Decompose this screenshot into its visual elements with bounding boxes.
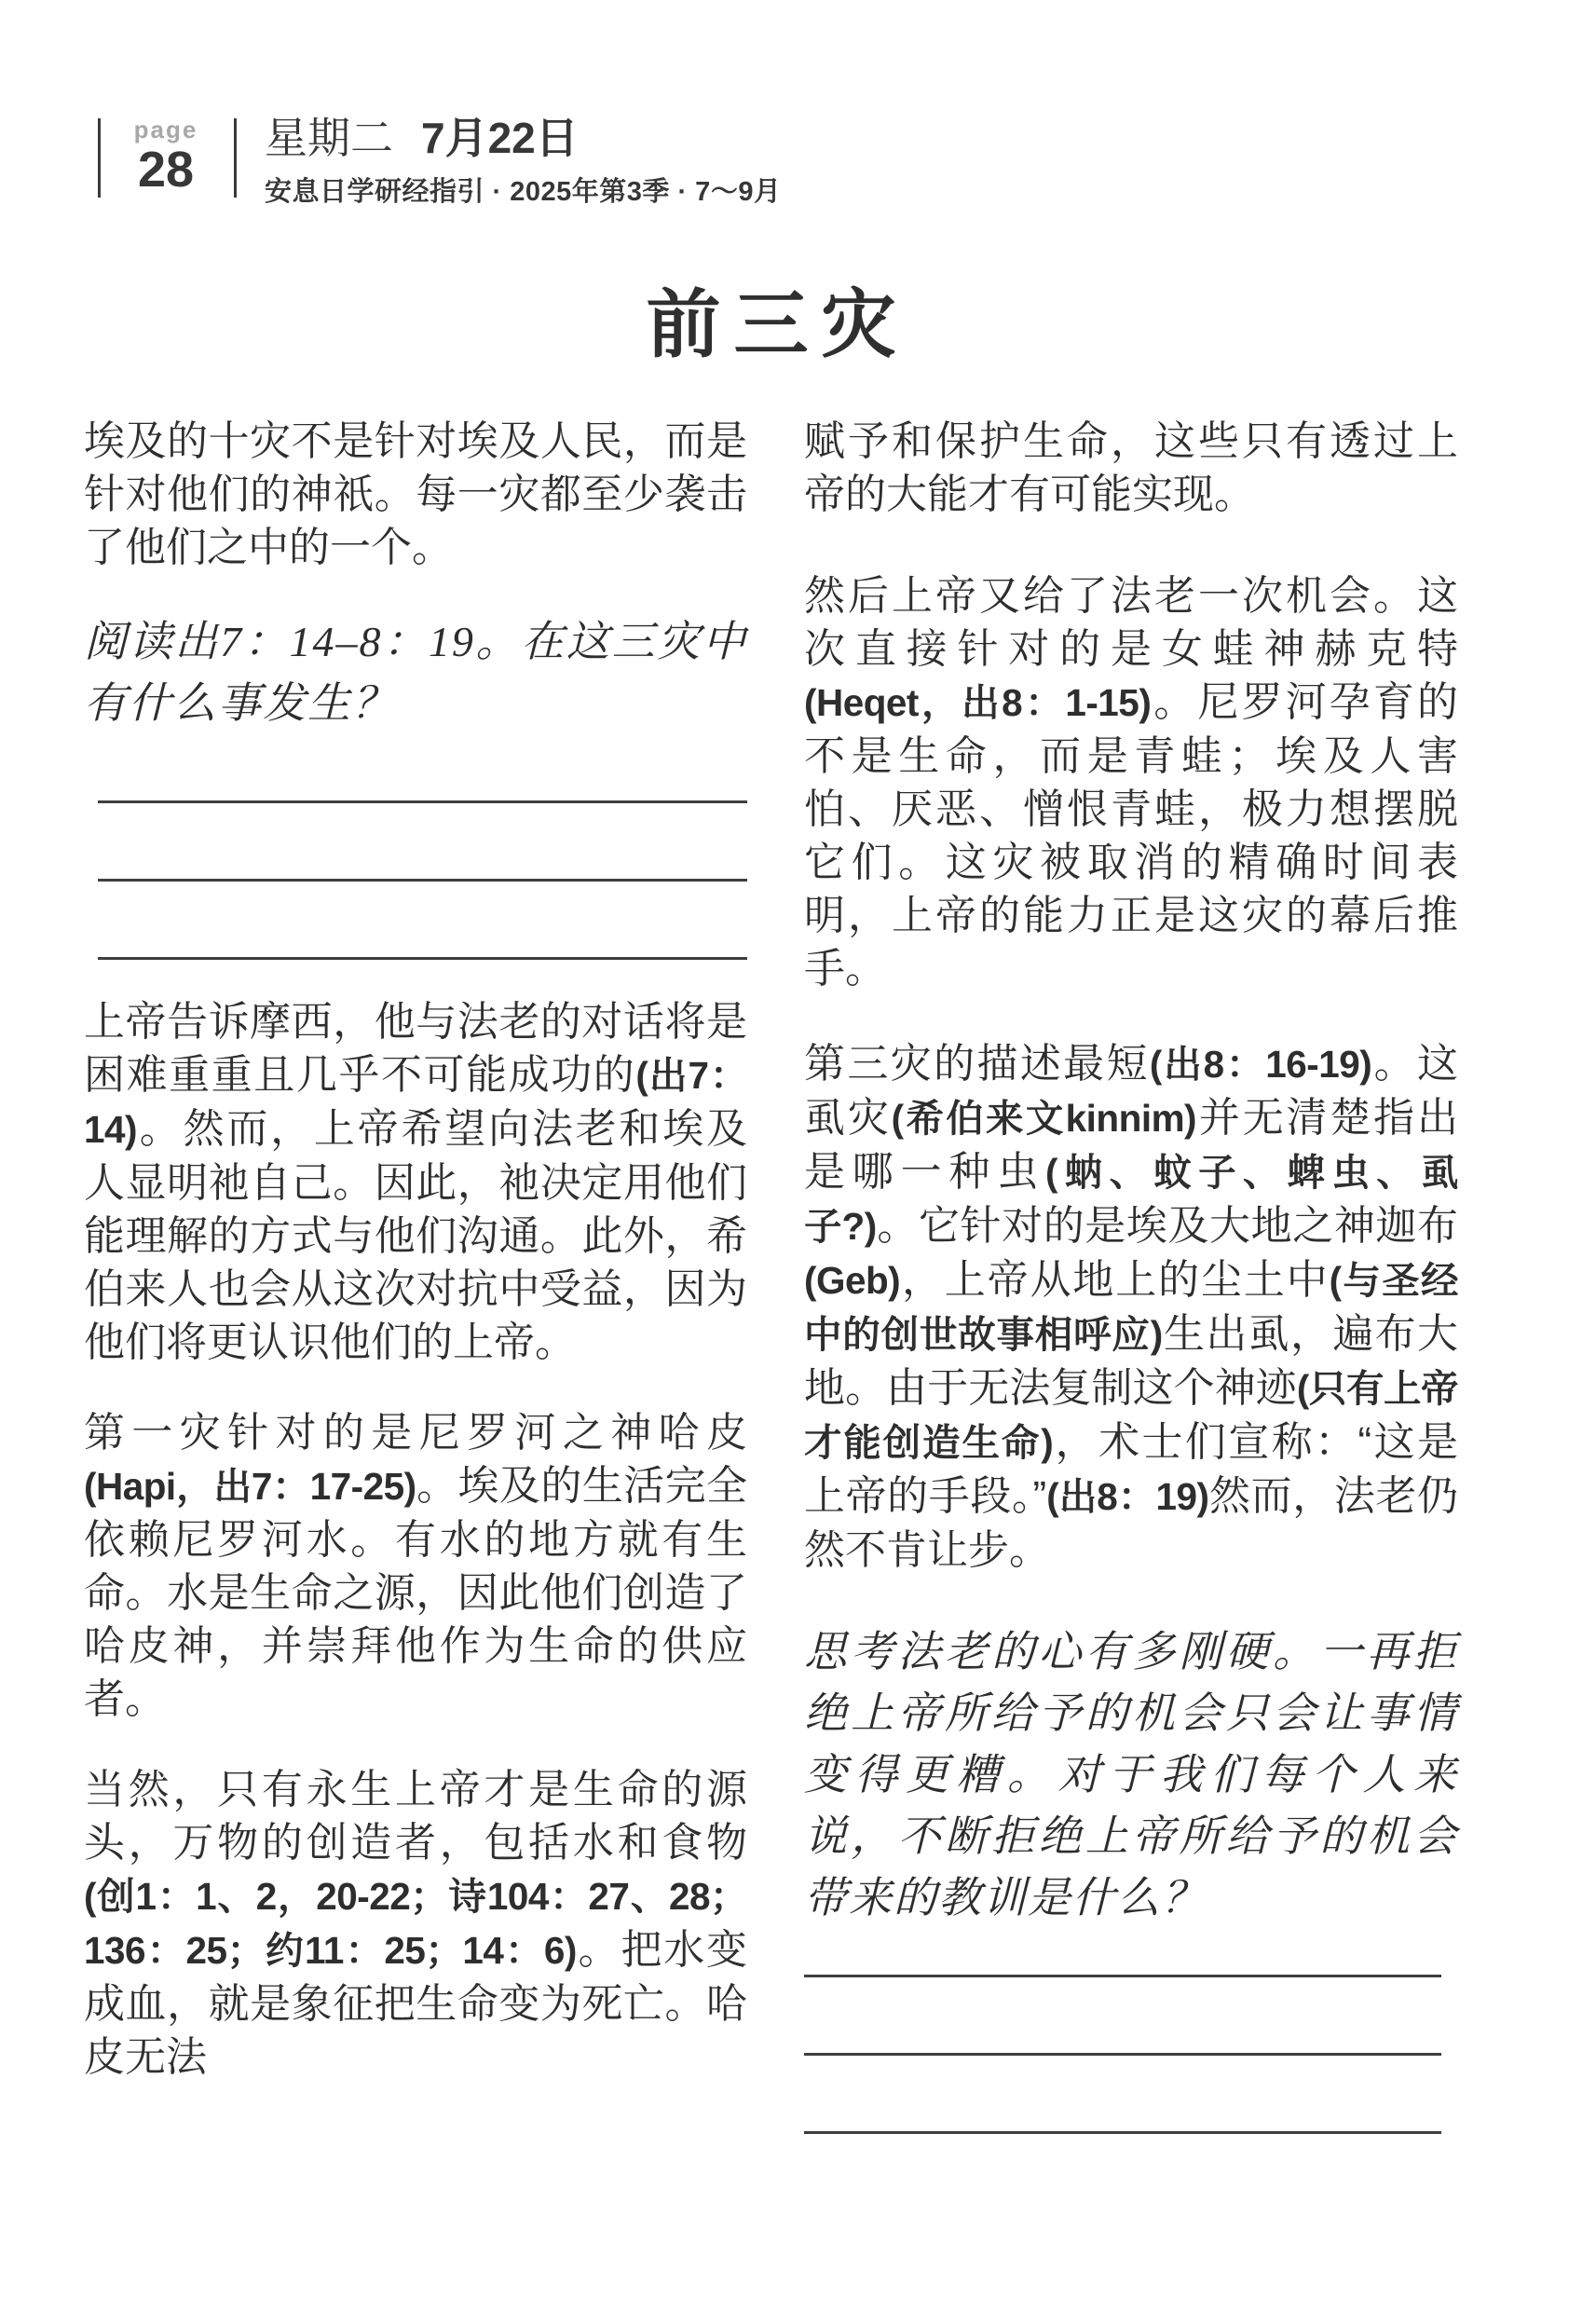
text-run: 第三灾的描述最短 — [804, 1041, 1150, 1087]
bible-ref: (创1：1、2，20-22；诗104：27、28；136：25；约11：25；14：6) — [84, 1875, 747, 1972]
text-run: 上帝告诉摩西，他与法老的对话将是困难重重且几乎不可能成功的 — [84, 999, 747, 1098]
page-label: page — [133, 116, 198, 144]
answer-line — [804, 1977, 1441, 2056]
weekday-label: 星期二 — [265, 114, 393, 162]
bible-ref: (蚋、蚊子、蜱虫、虱子?) — [804, 1151, 1459, 1248]
header-dateline — [265, 114, 781, 162]
answer-line — [804, 2056, 1441, 2134]
text-run: 赋予和保护生命，这些只有透过上帝的大能才有可能实现。 — [804, 418, 1458, 517]
bible-ref: (出8：19) — [1046, 1475, 1209, 1518]
paragraph — [804, 415, 1458, 521]
answer-line — [98, 725, 747, 803]
bible-ref: (与圣经中的创世故事相呼应) — [804, 1259, 1459, 1356]
text-run: 。它针对的是埃及大地之神迦布 — [876, 1203, 1459, 1249]
page-number-block — [119, 117, 212, 196]
text-run: 并无清楚指出是哪一种虫 — [804, 1095, 1459, 1195]
bible-ref: (Hapi，出7：17-25) — [84, 1465, 416, 1508]
left-column — [84, 415, 747, 2084]
bible-ref: (希伯来文kinnim) — [891, 1097, 1197, 1140]
text-run: 然而，法老仍然不肯让步。 — [804, 1473, 1459, 1573]
paragraph — [84, 1763, 747, 2084]
bible-ref: (出8：16-19) — [1149, 1043, 1372, 1086]
text-run: 。埃及的生活完全依赖尼罗河水。有水的地方就有生命。水是生命之源，因此他们创造了哈皮神，并崇拜他作为生命的供应者。 — [84, 1463, 747, 1722]
text-run: 埃及的十灾不是针对埃及人民，而是针对他们的神祇。每一灾都至少袭击了他们之中的一个。 — [84, 418, 747, 570]
bible-ref: (出7：14) — [84, 1054, 747, 1151]
paragraph — [84, 415, 747, 574]
text-run: 第一灾针对的是尼罗河之神哈皮 — [84, 1410, 747, 1456]
paragraph — [804, 1037, 1458, 1577]
answer-line — [98, 882, 747, 960]
text-run: 思考法老的心有多刚硬。一再拒绝上帝所给予的机会只会让事情变得更糟。对于我们每个人来说，不断拒绝上帝所给予的机会带来的教训是什么？ — [804, 1628, 1458, 1921]
text-run: 生出虱，遍布大地。由于无法复制这个神迹 — [804, 1311, 1459, 1411]
paragraph — [804, 569, 1458, 995]
guide-title: 安息日学研经指引 · 2025年第3季 · 7～9月 — [265, 177, 782, 207]
text-run: 。尼罗河孕育的不是生命，而是青蛙；埃及人害怕、厌恶、憎恨青蛙，极力想摆脱它们。这灾被取消的精确时间表明，上帝的能力正是这灾的幕后推手。 — [804, 679, 1458, 991]
answer-lines — [84, 725, 747, 960]
text-run: ，上帝从地上的尘土中 — [900, 1257, 1330, 1303]
paragraph — [84, 1406, 747, 1726]
page-header — [265, 114, 781, 209]
right-column — [804, 415, 1458, 2134]
bible-ref: (Geb) — [804, 1259, 901, 1302]
date-label: 7月22日 — [421, 114, 579, 162]
text-run: 。把水变成血，就是象征把生命变为死亡。哈皮无法 — [84, 1927, 748, 2080]
text-run: 当然，只有永生上帝才是生命的源头，万物的创造者，包括水和食物 — [84, 1767, 747, 1866]
answer-line — [98, 803, 747, 882]
lesson-title: 前三灾 — [646, 285, 909, 367]
text-run: 。然而，上帝希望向法老和埃及人显明祂自己。因此，祂决定用他们能理解的方式与他们沟通。此外，希伯来人也会从这次对抗中受益，因为他们将更认识他们的上帝。 — [84, 1106, 747, 1365]
study-question — [84, 611, 747, 734]
study-question — [804, 1621, 1458, 1929]
text-run: 阅读出7：14–8：19。在这三灾中有什么事发生？ — [84, 618, 747, 727]
text-run: ，术士们宣称：“这是上帝的手段。” — [804, 1419, 1458, 1519]
text-run: 。这虱灾 — [804, 1041, 1459, 1141]
bible-ref: (只有上帝才能创造生命) — [804, 1367, 1458, 1464]
header-divider-right — [234, 118, 237, 198]
paragraph — [84, 995, 747, 1369]
header-divider-left — [98, 118, 101, 198]
bible-ref: (Heqet，出8：1-15) — [804, 681, 1152, 724]
text-run: 然后上帝又给了法老一次机会。这次直接针对的是女蛙神赫克特 — [804, 573, 1458, 672]
answer-lines — [804, 1899, 1458, 2134]
page-number: 28 — [137, 142, 195, 198]
